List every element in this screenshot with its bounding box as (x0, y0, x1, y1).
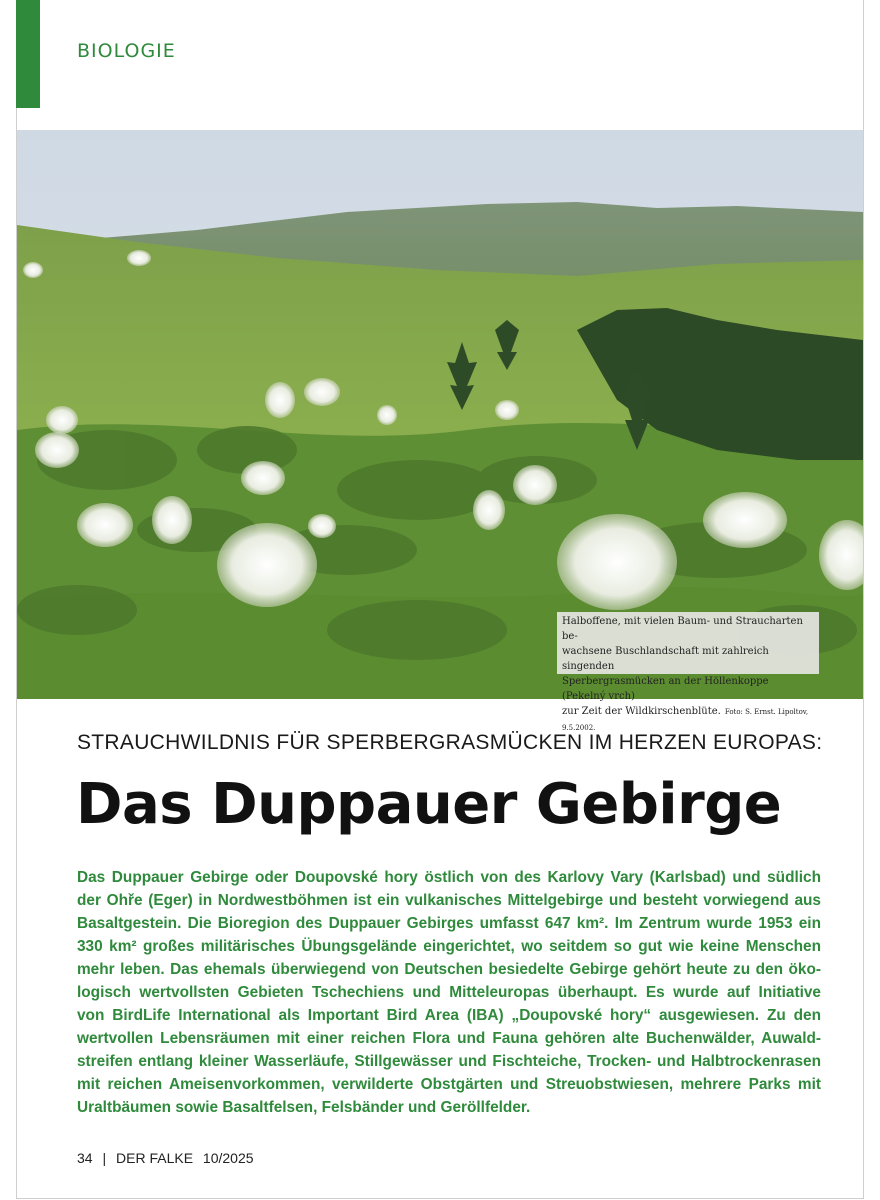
photo-caption (557, 612, 819, 732)
footer-separator: | (102, 1150, 107, 1166)
lead-line: Basaltgestein. Die Bioregion des Duppauer Gebirges umfasst 647 km². Im Zentrum wurde 1953 ein (77, 915, 821, 932)
lead-line: logisch wertvollsten Gebieten Tschechiens und Mitteleuropas überhaupt. Es wurde auf Initiative (77, 984, 821, 1001)
lead-paragraph (77, 866, 821, 1119)
photo-credit: Foto: S. Ernst. Lipoltov, 9.5.2002. (562, 708, 809, 732)
lead-line: der Ohře (Eger) in Nordwestböhmen ist ein vulkanisches Mittelgebirge und besteht vorwiegend aus (77, 892, 821, 909)
lead-line: von BirdLife International als Important Bird Area (IBA) „Doupovské hory“ ausgewiesen. Zu den (77, 1007, 821, 1024)
section-color-bar (16, 0, 40, 108)
lead-line: 330 km² großes militärisches Übungsgelände eingerichtet, wo seitdem so gut wie keine Menschen (77, 938, 821, 955)
page-number: 34 (77, 1150, 93, 1166)
caption-line: Sperbergrasmücken an der Höllenkoppe (Pekelný vrch) (562, 676, 769, 702)
article-kicker: STRAUCHWILDNIS FÜR SPERBERGRASMÜCKEN IM HERZEN EUROPAS: (77, 731, 823, 754)
lead-line: streifen entlang kleiner Wasserläufe, Stillgewässer und Fischteiche, Trocken- und Halbtrockenrasen (77, 1053, 821, 1070)
lead-line: Das Duppauer Gebirge oder Doupovské hory östlich von des Karlovy Vary (Karlsbad) und südlich (77, 869, 821, 886)
issue-number: 10/2025 (202, 1150, 254, 1166)
lead-line: mit reichen Ameisenvorkommen, verwilderte Obstgärten und Streuobstwiesen, mehrere Parks mit (77, 1076, 821, 1093)
caption-line: wachsene Buschlandschaft mit zahlreich singenden (562, 646, 769, 672)
lead-line: wertvollen Lebensräumen mit einer reichen Flora und Fauna gehören alte Buchenwälder, Auwald- (77, 1030, 821, 1047)
section-label: BIOLOGIE (77, 40, 176, 62)
lead-line: Uraltbäumen sowie Basaltfelsen, Felsbänder und Geröllfelder. (77, 1099, 531, 1116)
caption-line-text: zur Zeit der Wildkirschenblüte. (562, 706, 721, 717)
caption-line: Halboffene, mit vielen Baum- und Straucharten be- (562, 616, 803, 642)
lead-line: mehr leben. Das ehemals überwiegend von Deutschen besiedelte Gebirge gehört heute zu den öko- (77, 961, 821, 978)
page-footer (77, 1150, 260, 1166)
article-title: Das Duppauer Gebirge (76, 772, 782, 837)
magazine-name: DER FALKE (116, 1150, 194, 1166)
